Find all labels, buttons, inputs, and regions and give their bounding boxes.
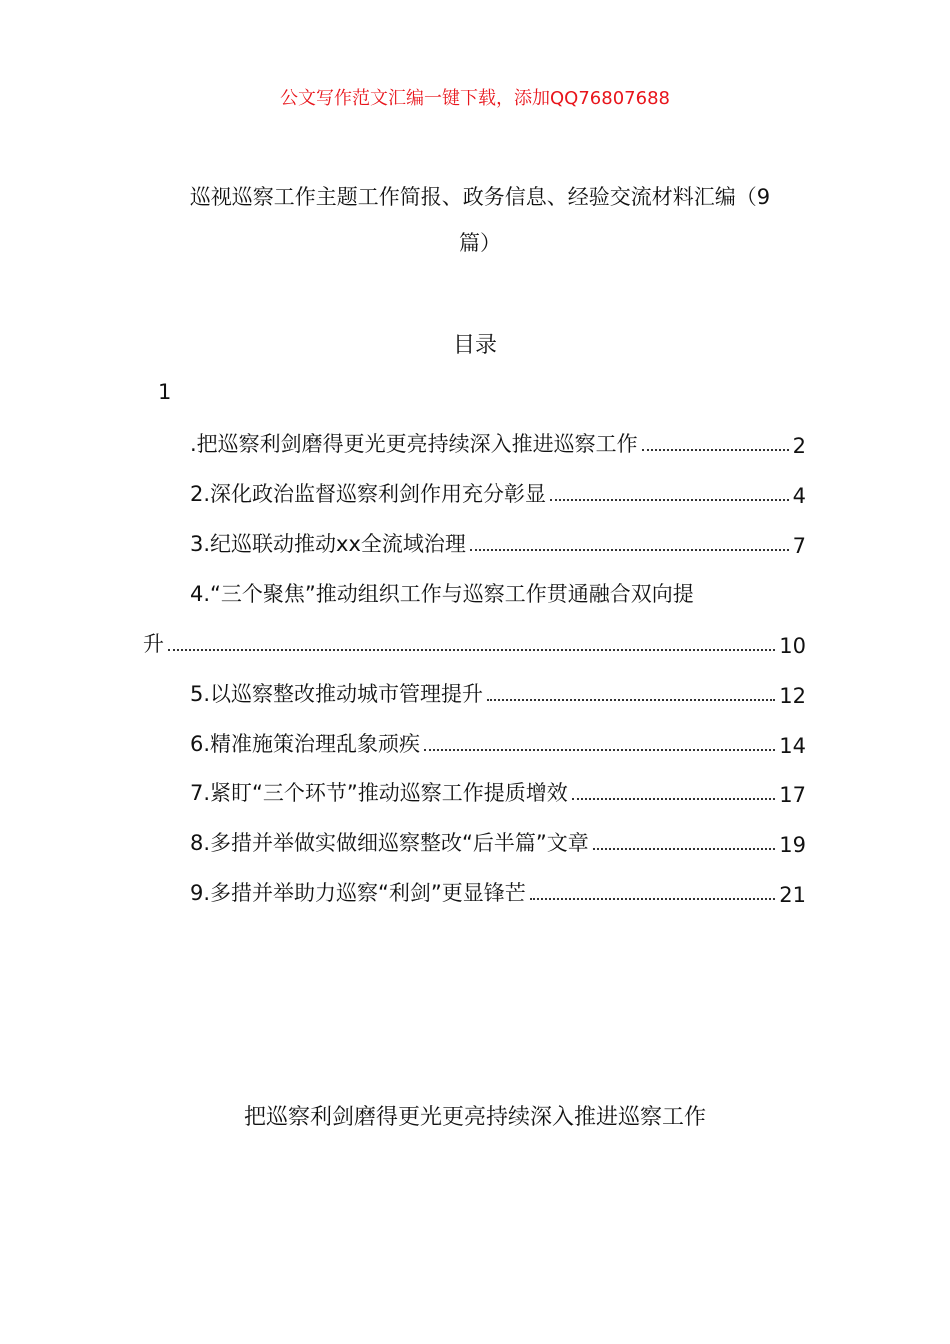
toc-entry-page: 4 (792, 484, 806, 508)
toc-entry-label: 3.纪巡联动推动xx全流域治理 (190, 532, 466, 556)
toc-leader (593, 848, 775, 850)
toc-entry-label: 8.多措并举做实做细巡察整改“后半篇”文章 (190, 831, 589, 855)
document-title (140, 174, 820, 266)
toc-leader (168, 649, 775, 651)
toc-entry-label: 9.多措并举助力巡察“利剑”更显锋芒 (190, 881, 526, 905)
toc-entry-page: 19 (779, 833, 806, 857)
toc-entry[interactable] (190, 777, 806, 807)
toc-entry[interactable] (190, 428, 806, 458)
section-title: 把巡察利剑磨得更光更亮持续深入推进巡察工作 (243, 1105, 706, 1130)
toc-entry-label: 7.紧盯“三个环节”推动巡察工作提质增效 (190, 781, 568, 805)
toc-entry[interactable] (190, 478, 806, 508)
toc-entry-page: 2 (792, 434, 806, 458)
document-title-line-1: 巡视巡察工作主题工作简报、政务信息、经验交流材料汇编（9 (189, 185, 771, 209)
toc-leader (642, 449, 789, 451)
toc-heading: 目录 (452, 333, 497, 358)
toc-entry-label-cont: 升 (143, 632, 164, 656)
toc-entry-label: 4.“三个聚焦”推动组织工作与巡察工作贯通融合双向提 (190, 582, 694, 606)
toc-entry-page: 21 (779, 883, 806, 907)
toc-leader (550, 499, 789, 501)
toc-number: 1 (158, 380, 172, 404)
toc-entry-page: 7 (792, 534, 806, 558)
toc-entry[interactable] (190, 728, 806, 758)
toc-entry[interactable] (190, 827, 806, 857)
toc-entry[interactable] (190, 877, 806, 907)
toc-leader (470, 549, 789, 551)
promo-banner: 公文写作范文汇编一键下载，添加QQ76807688 (280, 88, 670, 109)
document-title-line-2: 篇） (459, 231, 501, 255)
toc-leader (487, 699, 775, 701)
toc-entry-page: 12 (779, 684, 806, 708)
toc-leader (424, 749, 775, 751)
toc-entry-page: 14 (779, 734, 806, 758)
toc-entry-page: 10 (779, 634, 806, 658)
toc-entry-continuation (143, 628, 806, 658)
toc-leader (530, 898, 775, 900)
toc-leader (572, 798, 775, 800)
toc-entry-label: 5.以巡察整改推动城市管理提升 (190, 682, 484, 706)
toc-entry[interactable] (190, 528, 806, 558)
toc-entry-label: 2.深化政治监督巡察利剑作用充分彰显 (190, 482, 547, 506)
toc-entry-page: 17 (779, 783, 806, 807)
toc-entry[interactable] (190, 678, 806, 708)
toc-entry-label: 6.精准施策治理乱象顽疾 (190, 732, 421, 756)
toc-entry-label: .把巡察利剑磨得更光更亮持续深入推进巡察工作 (190, 432, 638, 456)
